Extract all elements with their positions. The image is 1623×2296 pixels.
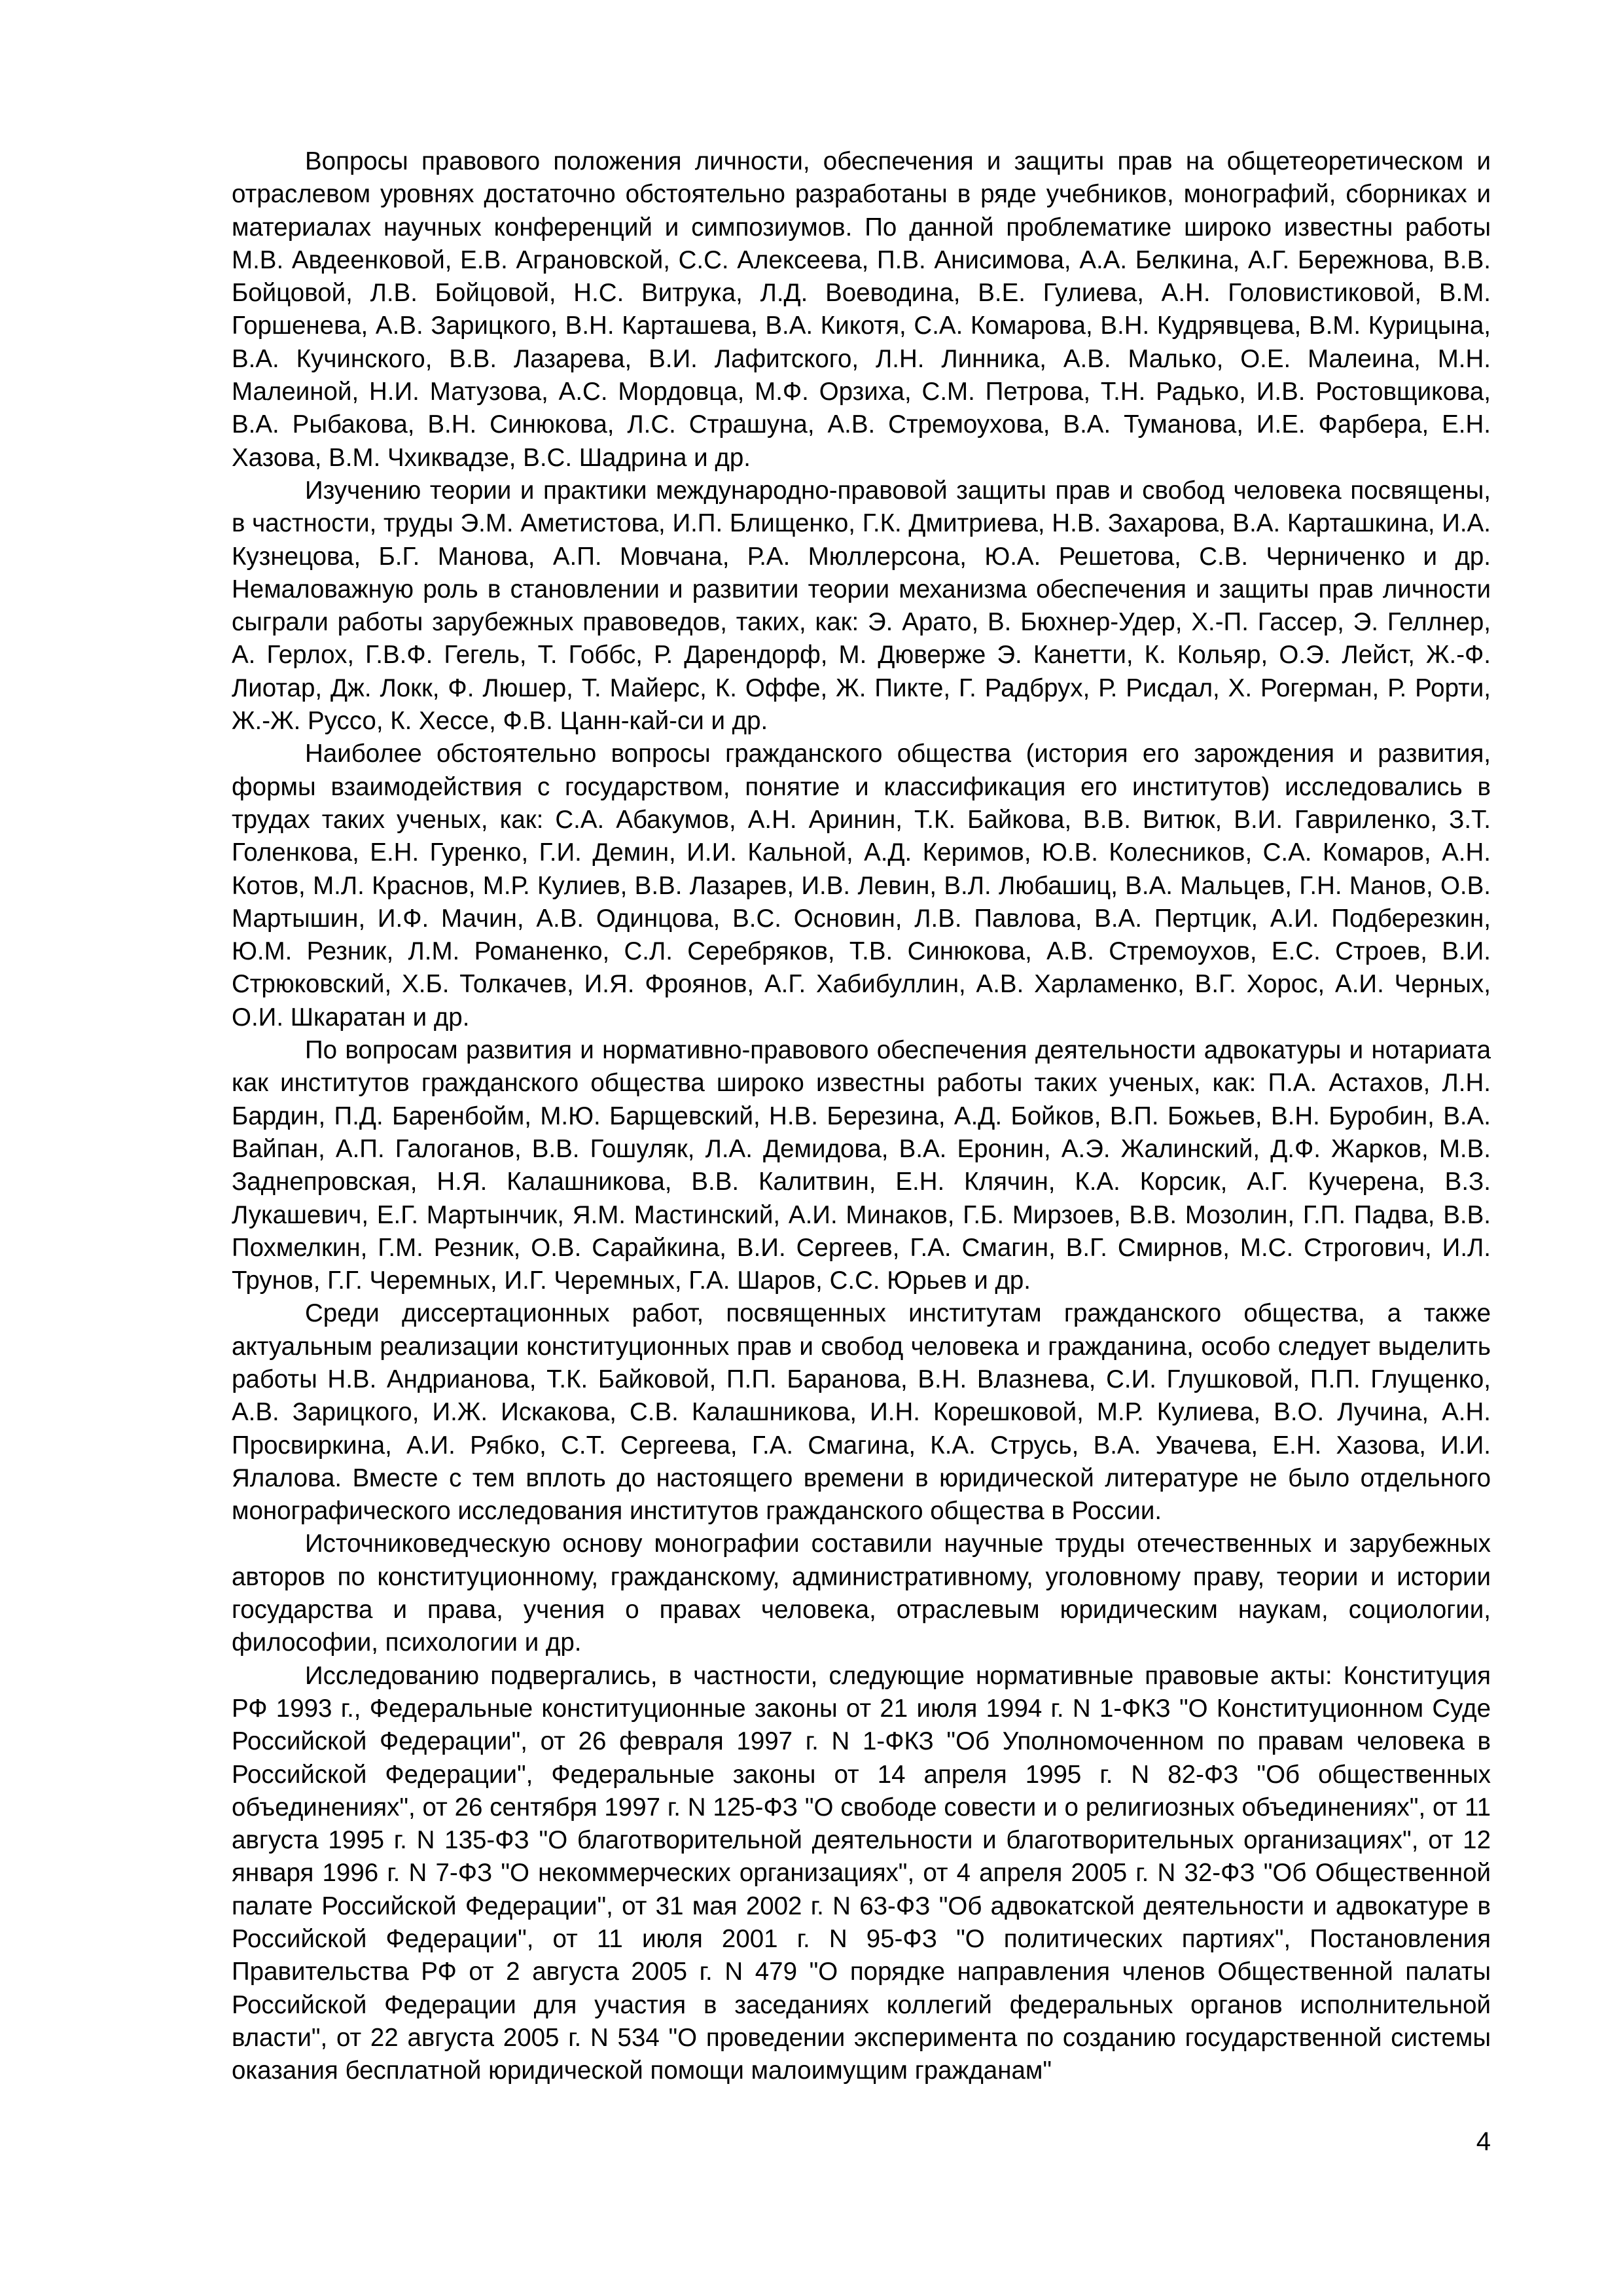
paragraph-international-protection: Изучению теории и практики международно-правовой защиты прав и свобод человека посвящены, в частности, труды Э.М. Аметистова, И.П. Блищенко, Г.К. Дмитриева, Н.В. Захарова, В.А. Карташкина, И.А. Кузнецова, Б.Г. Манова, А.П. Мовчана, Р.А. Мюллерсона, Ю.А. Решетова, С.В. Черниченко и др. Немаловажную роль в становлении и развитии теории механизма обеспечения и защиты прав личности сыграли работы зарубежных правоведов, таких, как: Э. Арато, В. Бюхнер-Удер, Х.-П. Гассер, Э. Геллнер, А. Герлох, Г.В.Ф. Гегель, Т. Гоббс, Р. Дарендорф, М. Дюверже Э. Канетти, К. Кольяр, О.Э. Лейст, Ж.-Ф. Лиотар, Дж. Локк, Ф. Люшер, Т. Майерс, К. Оффе, Ж. Пикте, Г. Радбрух, Р. Рисдал, Х. Рогерман, Р. Рорти, Ж.-Ж. Руссо, К. Хессе, Ф.В. Цанн-кай-си и др. xyxy=(232,476,1491,736)
page-number: 4 xyxy=(1476,2127,1491,2156)
paragraph-legal-status-research: Вопросы правового положения личности, обеспечения и защиты прав на общетеоретическом и отраслевом уровнях достаточно обстоятельно разработаны в ряде учебников, монографий, сборниках и материалах научных конференций и симпозиумов. По данной проблематике широко известны работы М.В. Авдеенковой, Е.В. Аграновской, С.С. Алексеева, П.В. Анисимова, А.А. Белкина, А.Г. Бережнова, В.В. Бойцовой, Л.В. Бойцовой, Н.С. Витрука, Л.Д. Воеводина, В.Е. Гулиева, А.Н. Головистиковой, В.М. Горшенева, А.В. Зарицкого, В.Н. Карташева, В.А. Кикотя, С.А. Комарова, В.Н. Кудрявцева, В.М. Курицына, В.А. Кучинского, В.В. Лазарева, В.И. Лафитского, Л.Н. Линника, А.В. Малько, О.Е. Малеина, М.Н. Малеиной, Н.И. Матузова, А.С. Мордовца, М.Ф. Орзиха, С.М. Петрова, Т.Н. Радько, И.В. Ростовщикова, В.А. Рыбакова, В.Н. Синюкова, Л.С. Страшуна, А.В. Стремоухова, В.А. Туманова, И.Е. Фарбера, Е.Н. Хазова, В.М. Чхиквадзе, В.С. Шадрина и др. xyxy=(232,147,1491,472)
paragraph-civil-society-research: Наиболее обстоятельно вопросы гражданского общества (история его зарождения и развития, формы взаимодействия с государством, понятие и классификация его институтов) исследовались в трудах таких ученых, как: С.А. Абакумов, А.Н. Аринин, Т.К. Байкова, В.В. Витюк, В.И. Гавриленко, З.Т. Голенкова, Е.Н. Гуренко, Г.И. Демин, И.И. Кальной, А.Д. Керимов, Ю.В. Колесников, С.А. Комаров, А.Н. Котов, М.Л. Краснов, М.Р. Кулиев, В.В. Лазарев, И.В. Левин, В.Л. Любашиц, В.А. Мальцев, Г.Н. Манов, О.В. Мартышин, И.Ф. Мачин, А.В. Одинцова, В.С. Основин, Л.В. Павлова, В.А. Пертцик, А.И. Подберезкин, Ю.М. Резник, Л.М. Романенко, С.Л. Серебряков, Т.В. Синюкова, А.В. Стремоухов, Е.С. Строев, В.И. Стрюковский, Х.Б. Толкачев, И.Я. Фроянов, А.Г. Хабибуллин, А.В. Харламенко, В.Г. Хорос, А.И. Черных, О.И. Шкаратан и др. xyxy=(232,740,1491,1031)
paragraph-sources: Источниковедческую основу монографии составили научные труды отечественных и зарубежных авторов по конституционному, гражданскому, административному, уголовному праву, теории и истории государства и права, учения о правах человека, отраслевым юридическим наукам, социологии, философии, психологии и др. xyxy=(232,1530,1491,1657)
paragraph-normative-acts: Исследованию подвергались, в частности, следующие нормативные правовые акты: Конституция РФ 1993 г., Федеральные конституционные законы от 21 июля 1994 г. N 1-ФКЗ "О Конституционном Суде Российской Федерации", от 26 февраля 1997 г. N 1-ФКЗ "Об Уполномоченном по правам человека в Российской Федерации", Федеральные законы от 14 апреля 1995 г. N 82-ФЗ "Об общественных объединениях", от 26 сентября 1997 г. N 125-ФЗ "О свободе совести и о религиозных объединениях", от 11 августа 1995 г. N 135-ФЗ "О благотворительной деятельности и благотворительных организациях", от 12 января 1996 г. N 7-ФЗ "О некоммерческих организациях", от 4 апреля 2005 г. N 32-ФЗ "Об Общественной палате Российской Федерации", от 31 мая 2002 г. N 63-ФЗ "Об адвокатской деятельности и адвокатуре в Российской Федерации", от 11 июля 2001 г. N 95-ФЗ "О политических партиях", Постановления Правительства РФ от 2 августа 2005 г. N 479 "О порядке направления членов Общественной палаты Российской Федерации для участия в заседаниях коллегий федеральных органов исполнительной власти", от 22 августа 2005 г. N 534 "О проведении эксперимента по созданию государственной системы оказания бесплатной юридической помощи малоимущим гражданам" xyxy=(232,1661,1491,2085)
page-body xyxy=(232,145,1491,2088)
paragraph-dissertations: Среди диссертационных работ, посвященных институтам гражданского общества, а также актуальным реализации конституционных прав и свобод человека и гражданина, особо следует выделить работы Н.В. Андрианова, Т.К. Байковой, П.П. Баранова, В.Н. Влазнева, С.И. Глушковой, П.П. Глущенко, А.В. Зарицкого, И.Ж. Искакова, С.В. Калашникова, И.Н. Корешковой, М.Р. Кулиева, В.О. Лучина, А.Н. Просвиркина, А.И. Рябко, С.Т. Сергеева, Г.А. Смагина, К.А. Струсь, В.А. Увачева, Е.Н. Хазова, И.И. Ялалова. Вместе с тем вплоть до настоящего времени в юридической литературе не было отдельного монографического исследования институтов гражданского общества в России. xyxy=(232,1299,1491,1526)
paragraph-advocacy-notariat: По вопросам развития и нормативно-правового обеспечения деятельности адвокатуры и нотариата как институтов гражданского общества широко известны работы таких ученых, как: П.А. Астахов, Л.Н. Бардин, П.Д. Баренбойм, М.Ю. Барщевский, Н.В. Березина, А.Д. Бойков, В.П. Божьев, В.Н. Буробин, В.А. Вайпан, А.П. Галоганов, В.В. Гошуляк, Л.А. Демидова, В.А. Еронин, А.Э. Жалинский, Д.Ф. Жарков, М.В. Заднепровская, Н.Я. Калашникова, В.В. Калитвин, Е.Н. Клячин, К.А. Корсик, А.Г. Кучерена, В.З. Лукашевич, Е.Г. Мартынчик, Я.М. Мастинский, А.И. Минаков, Г.Б. Мирзоев, В.В. Мозолин, Г.П. Падва, В.В. Похмелкин, Г.М. Резник, О.В. Сарайкина, В.И. Сергеев, Г.А. Смагин, В.Г. Смирнов, М.С. Строгович, И.Л. Трунов, Г.Г. Черемных, И.Г. Черемных, Г.А. Шаров, С.С. Юрьев и др. xyxy=(232,1036,1491,1295)
